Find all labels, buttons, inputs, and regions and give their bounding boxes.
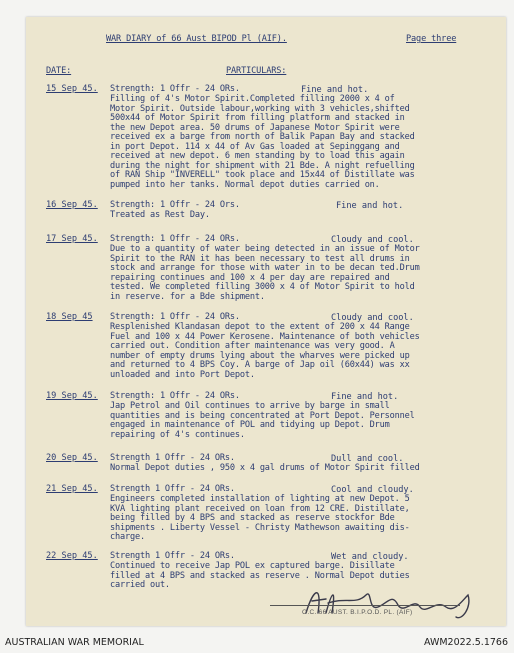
entry-date: 20 Sep 45. — [46, 453, 98, 463]
entry-text: Normal Depot duties , 950 x 4 gal drums of Motor Spirit filled — [110, 463, 420, 473]
entry-strength: Strength: 1 Offr - 24 ORs. — [110, 391, 240, 401]
date-column-header: DATE: — [46, 66, 72, 76]
entry-strength: Strength: 1 Offr - 24 ORs. — [110, 84, 240, 94]
entry-text: Continued to receive Jap POL ex captured barge. Disillate filled at 4 BPS and stacked as reserve . Normal Depot duties carried out. — [110, 561, 410, 590]
entry-date: 18 Sep 45 — [46, 312, 93, 322]
footer-institution: AUSTRALIAN WAR MEMORIAL — [5, 637, 144, 648]
signature-line — [270, 605, 460, 606]
entry-weather: Fine and hot. — [331, 392, 399, 402]
entry-date: 22 Sep 45. — [46, 551, 98, 561]
entry-strength: Strength: 1 Offr - 24 Ors. — [110, 200, 240, 210]
entry-date: 17 Sep 45. — [46, 234, 98, 244]
entry-text: Filling of 4's Motor Spirit.Completed filling 2000 x 4 of Motor Spirit. Outside labour,working with 3 vehicles,shifted 500x44 of Motor Spirit from filling platform and stacked in the new Depot area. 50 drums of Japanese Motor Spirit were received ex a barge from north of Balik Papan Bay and stacked in port Depot. 114 x 44 of Av Gas loaded at Sepinggang and received at new depot. 6 men standing by to load this again during the night for shipment with 21 Bde. A night refuelling of RAN Ship "INVERELL" took place and 15x44 of Distillate was pumped into her tanks. Normal depot duties carried on. — [110, 94, 415, 190]
entry-strength: Strength: 1 Offr - 24 ORs. — [110, 234, 240, 244]
signature-caption: O.C. 66 AUST. B.I.P.O.D. PL. (AIF) — [302, 609, 413, 616]
entry-text: Due to a quantity of water being detected in an issue of Motor Spirit to the RAN it has been necessary to test all drums in stock and arrange for those with water in to be decan ted.Drum repairing continues and 100 x 4 per day are repaired and tested. We completed filling 3000 x 4 of Motor Spirit to hold in reserve. for a Bde shipment. — [110, 244, 420, 302]
entry-date: 19 Sep 45. — [46, 391, 98, 401]
entry-weather: Cloudy and cool. — [331, 313, 414, 323]
entry-text: Engineers completed installation of lighting at new Depot. 5 KVA lighting plant received on loan from 12 CRE. Distillate, being filled by 4 BPS and stacked as reserve stockfor Bde shipments . Liberty Vessel - Christy Mathewson awaiting dis- charge. — [110, 494, 410, 542]
entry-text: Treated as Rest Day. — [110, 210, 210, 220]
diary-page — [26, 17, 506, 626]
entry-weather: Fine and hot. — [336, 201, 404, 211]
diary-title: WAR DIARY of 66 Aust BIPOD Pl (AIF). — [106, 34, 287, 44]
entry-text: Jap Petrol and Oil continues to arrive by barge in small quantities and is being concentrated at Port Depot. Personnel engaged in maintenance of POL and tidying up Depot. Drum repairing of 4's continues. — [110, 401, 415, 440]
entry-text: Resplenished Klandasan depot to the extent of 200 x 44 Range Fuel and 100 x 44 Power Kerosene. Maintenance of both vehicles carried out. Condition after maintenance was very good. A number of empty drums lying about the wharves were picked up and returned to 4 BPS Coy. A barge of Jap oil (60x44) was xx unloaded and into Port Depot. — [110, 322, 420, 380]
entry-strength: Strength 1 Offr - 24 ORs. — [110, 551, 235, 561]
page-number: Page three — [406, 34, 457, 44]
footer-accession-number: AWM2022.5.1766 — [423, 637, 508, 648]
entry-weather: Wet and cloudy. — [331, 552, 409, 562]
entry-strength: Strength 1 Offr - 24 ORs. — [110, 453, 235, 463]
entry-weather: Fine and hot. — [301, 85, 369, 95]
entry-weather: Dull and cool. — [331, 454, 404, 464]
entry-weather: Cloudy and cool. — [331, 235, 414, 245]
entry-date: 16 Sep 45. — [46, 200, 98, 210]
particulars-column-header: PARTICULARS: — [226, 66, 287, 76]
entry-strength: Strength: 1 Offr - 24 ORs. — [110, 312, 240, 322]
entry-date: 15 Sep 45. — [46, 84, 98, 94]
entry-weather: Cool and cloudy. — [331, 485, 414, 495]
entry-strength: Strength 1 Offr - 24 ORs. — [110, 484, 235, 494]
entry-date: 21 Sep 45. — [46, 484, 98, 494]
